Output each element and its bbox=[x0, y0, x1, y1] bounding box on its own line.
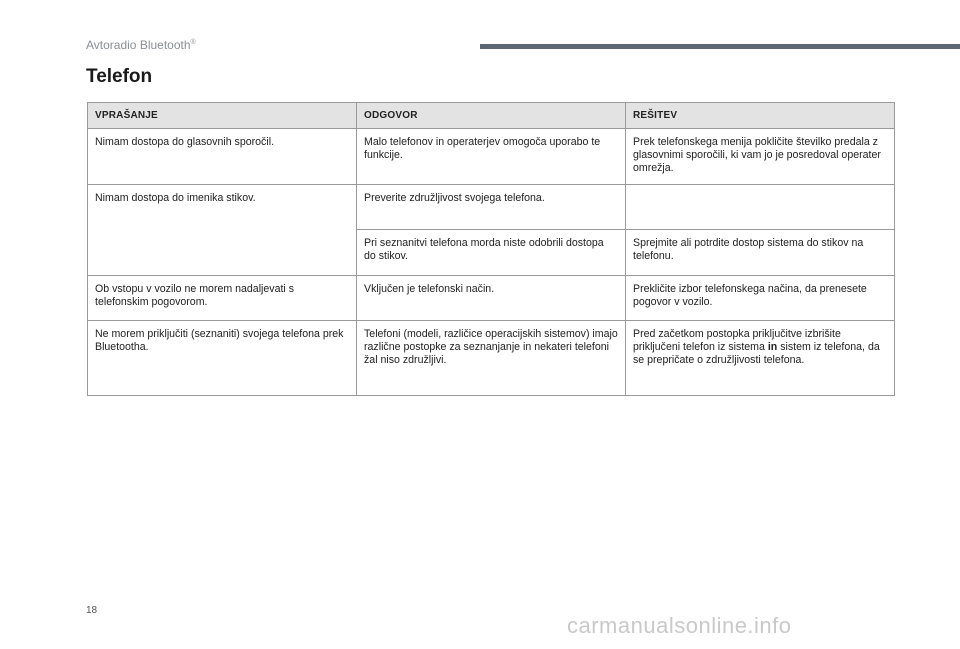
solution-text-start: Pred začetkom postopka priključitve izbrišite priključeni telefon iz sistema bbox=[633, 328, 841, 353]
table-row bbox=[88, 321, 895, 396]
solution-text-bold: in bbox=[767, 341, 778, 353]
table-row bbox=[88, 129, 895, 185]
section-title: Avtoradio Bluetooth® bbox=[86, 38, 196, 52]
column-header-answer: ODGOVOR bbox=[357, 103, 626, 129]
solution-cell bbox=[626, 185, 895, 230]
solution-cell: Sprejmite ali potrdite dostop sistema do stikov na telefonu. bbox=[626, 230, 895, 276]
column-header-solution: REŠITEV bbox=[626, 103, 895, 129]
question-cell: Nimam dostopa do imenika stikov. bbox=[88, 185, 357, 276]
question-cell: Ob vstopu v vozilo ne morem nadaljevati s telefonskim pogovorom. bbox=[88, 276, 357, 321]
column-header-question: VPRAŠANJE bbox=[88, 103, 357, 129]
registered-mark: ® bbox=[190, 39, 196, 46]
question-cell: Ne morem priključiti (seznaniti) svojega telefona prek Bluetootha. bbox=[88, 321, 357, 396]
solution-text-end: sistem iz telefona, da se prepričate o združljivosti telefona. bbox=[633, 341, 880, 366]
page-number: 18 bbox=[86, 605, 98, 616]
solution-cell: Prekličite izbor telefonskega načina, da prenesete pogovor v vozilo. bbox=[626, 276, 895, 321]
table-header-row bbox=[88, 103, 895, 129]
answer-cell: Telefoni (modeli, različice operacijskih sistemov) imajo različne postopke za seznanjanje in nekateri telefoni žal niso združljivi. bbox=[357, 321, 626, 396]
answer-cell: Preverite združljivost svojega telefona. bbox=[357, 185, 626, 230]
solution-cell bbox=[626, 321, 895, 396]
answer-cell: Vključen je telefonski način. bbox=[357, 276, 626, 321]
table-row bbox=[88, 185, 895, 230]
table-row bbox=[88, 276, 895, 321]
header-accent-bar bbox=[480, 44, 960, 49]
answer-cell: Malo telefonov in operaterjev omogoča uporabo te funkcije. bbox=[357, 129, 626, 185]
troubleshooting-table bbox=[87, 102, 895, 396]
question-cell: Nimam dostopa do glasovnih sporočil. bbox=[88, 129, 357, 185]
page-title: Telefon bbox=[86, 66, 153, 87]
watermark: carmanualsonline.info bbox=[567, 613, 792, 638]
solution-cell: Prek telefonskega menija pokličite številko predala z glasovnimi sporočili, ki vam jo je posredoval operater omrežja. bbox=[626, 129, 895, 185]
answer-cell: Pri seznanitvi telefona morda niste odobrili dostopa do stikov. bbox=[357, 230, 626, 276]
